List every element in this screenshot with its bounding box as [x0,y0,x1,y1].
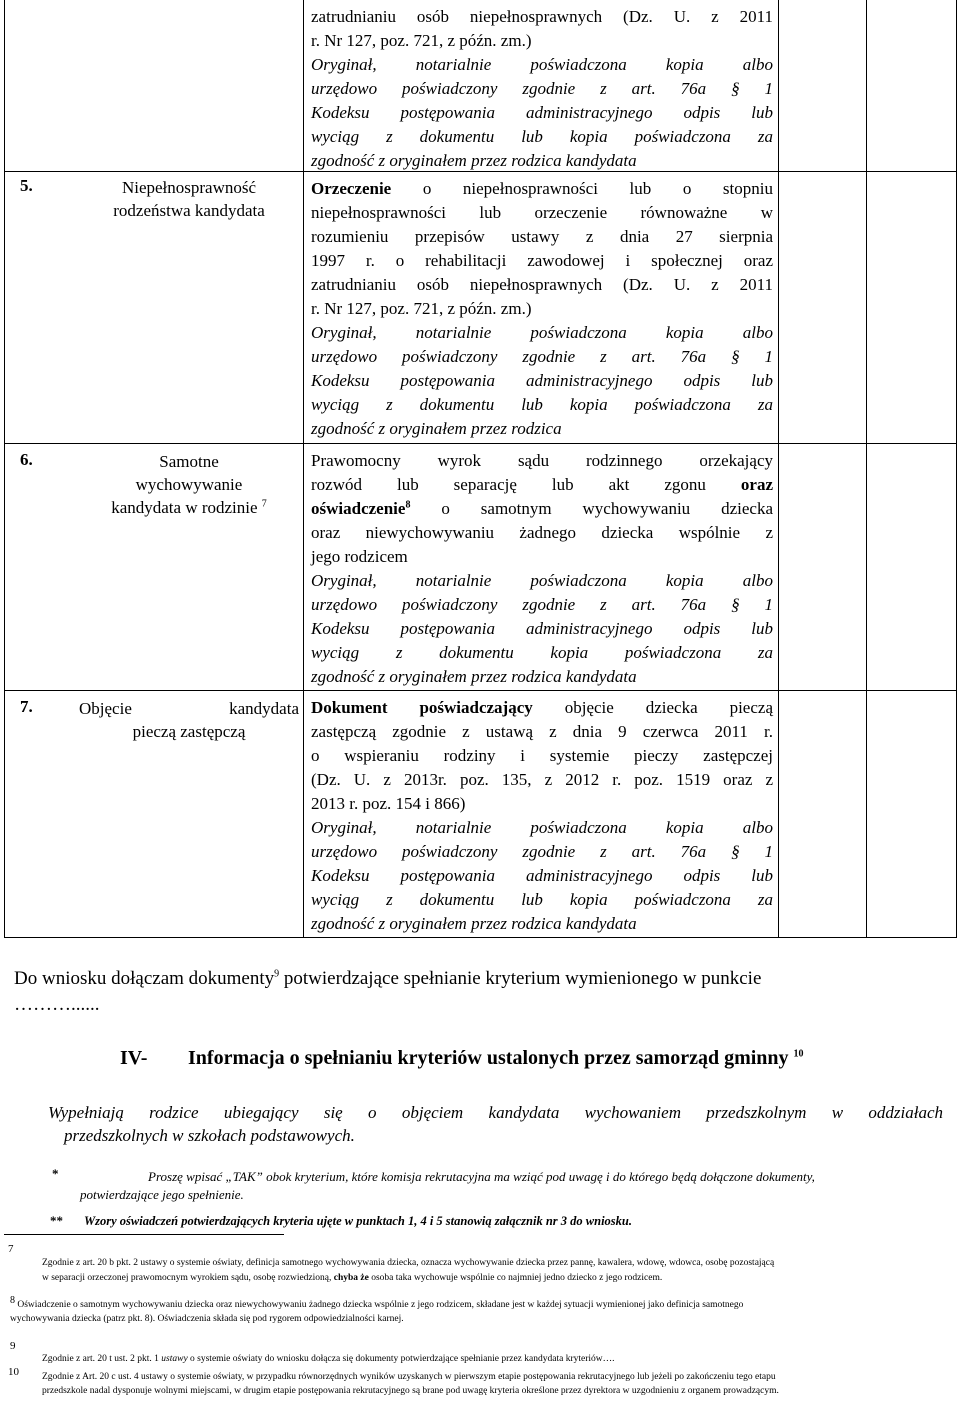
footnote-line: Zgodnie z Art. 20 c ust. 4 ustawy o systemie oświaty, w przypadku równorzędnych wyników uzyskanych w pierwszym etapie postępowania rekrutacyjnego lub jeżeli po zakończeniu tego etapu [42,1372,776,1382]
copy-note-line: urzędowo poświadczony zgodnie z art. 76a § 1 [311,79,773,98]
table-border-right [956,0,957,938]
note-star-mark: * [52,1166,59,1181]
table-border-bottom [4,937,957,938]
row4-doc-tail [311,5,773,173]
section-title-text: Informacja o spełnianiu kryteriów ustalonych przez samorząd gminny [188,1047,789,1069]
doc-line: zatrudnianiu osób niepełnosprawnych (Dz. U. z 2011 [311,7,773,26]
row-number: 6. [20,450,33,469]
note-line: potwierdzające jego spełnienie. [80,1187,244,1202]
copy-note-line: Kodeksu postępowania administracyjnego odpis lub [311,619,773,638]
doc-line: 2013 r. poz. 154 i 866) [311,794,466,813]
footnote-text: osoba taka wychowuje wspólnie co najmniej jedno dziecko z jego rodzicem. [371,1273,663,1283]
instruction-line: Wypełniają rodzice ubiegający się o objęciem kandydata wychowaniem przedszkolnym w oddziałach [48,1103,943,1122]
copy-note-line: wyciąg z dokumentu lub kopia poświadczona za [311,127,773,146]
footnote-italic: ustawy [161,1354,188,1364]
footnote-ref: 8 [405,499,411,511]
row-divider [4,690,957,691]
instruction [48,1101,943,1147]
attachment-dots: ………...... [14,994,100,1015]
doc-line: rozumieniu przepisów ustawy z dnia 27 sierpnia [311,227,773,246]
copy-note-line: Oryginał, notarialnie poświadczona kopia albo [311,571,773,590]
copy-note [311,816,773,936]
copy-note-line: Oryginał, notarialnie poświadczona kopia albo [311,818,773,837]
doc-bold: oświadczenie [311,499,406,518]
copy-note-line: urzędowo poświadczony zgodnie z art. 76a § 1 [311,595,773,614]
footnote-7 [42,1256,942,1286]
criterion-cell [79,450,299,519]
copy-note-line: Kodeksu postępowania administracyjnego odpis lub [311,866,773,885]
doc-line: niepełnosprawności lub orzeczenie równoważne w [311,203,773,222]
copy-note-line: zgodność z oryginałem przez rodzica kandydata [311,151,637,170]
table-divider-check [866,0,867,938]
doc-line: zatrudnianiu osób niepełnosprawnych (Dz. U. z 2011 [311,275,773,294]
footnote-text: w separacji orzeczonej prawomocnym wyrokiem sądu, osobę rozwiedzioną, [42,1273,332,1283]
footnote-ref: 9 [274,968,280,980]
footnote-8 [10,1294,945,1326]
attachment-text: potwierdzające spełnianie kryterium wymienionego w punkcie [283,968,762,989]
copy-note-line: Kodeksu postępowania administracyjnego odpis lub [311,371,773,390]
note-star2-mark: ** [50,1213,63,1228]
criterion-line: Niepełnosprawność [121,178,257,197]
table-divider-doc [778,0,779,938]
footnote-number: 9 [10,1340,16,1352]
criterion-line [79,496,299,519]
criterion-cell [79,176,299,222]
criterion-text: kandydata w rodzinie [111,498,258,517]
copy-note-line: Oryginał, notarialnie poświadczona kopia albo [311,323,773,342]
doc-bold: oraz [740,475,773,494]
footnote-number: 10 [8,1366,19,1378]
copy-note-line: Oryginał, notarialnie poświadczona kopia albo [311,55,773,74]
doc-line: 1997 r. o rehabilitacji zawodowej i społecznej oraz [311,251,773,270]
doc-line: r. Nr 127, poz. 721, z późn. zm.) [311,299,532,318]
attachment-text: Do wniosku dołączam dokumenty [14,968,275,989]
doc-line: jego rodzicem [311,547,408,566]
doc-line: (Dz. U. z 2013r. poz. 135, z 2012 r. poz. 1519 oraz z [311,770,773,789]
doc-cell [311,449,773,689]
copy-note [311,321,773,441]
note-star1 [80,1168,950,1204]
row-number: 5. [20,176,33,195]
table-divider-criterion [303,0,304,938]
doc-text: o niepełnosprawności lub o stopniu [422,179,773,198]
criterion-line: Samotne [159,452,219,471]
copy-note [311,53,773,173]
doc-line [311,696,773,720]
copy-note-line: urzędowo poświadczony zgodnie z art. 76a § 1 [311,842,773,861]
criterion-line: pieczą zastępczą [132,722,246,741]
footnote-ref: 7 [261,498,267,510]
footnote-number: 8 [10,1294,15,1306]
criterion-cell [79,697,299,743]
doc-cell [311,177,773,441]
footnote-number: 7 [8,1243,14,1255]
section-number: IV- [120,1047,148,1069]
footnote-10 [42,1370,947,1398]
footnote-text: o systemie oświaty do wniosku dołącza się dokumenty potwierdzające spełnianie przez kandydata kryteriów…. [190,1354,615,1364]
copy-note-line: wyciąg z dokumentu lub kopia poświadczona za [311,890,773,909]
doc-line: o wspieraniu rodziny i systemie pieczy zastępczej [311,746,773,765]
doc-line: r. Nr 127, poz. 721, z późn. zm.) [311,31,532,50]
copy-note-line: zgodność z oryginałem przez rodzica [311,419,562,438]
copy-note-line: Kodeksu postępowania administracyjnego odpis lub [311,103,773,122]
copy-note-line: zgodność z oryginałem przez rodzica kandydata [311,914,637,933]
footnote-ref: 10 [793,1048,804,1060]
doc-text: objęcie dziecka pieczą [564,698,773,717]
footnote-text: Oświadczenie o samotnym wychowywaniu dziecka oraz niewychowywaniu żadnego dziecka wspólnie z jego rodzicem, składane jest w każdej sytuacji wymienionej jako definicja samotnego [17,1300,744,1310]
doc-line [311,177,773,201]
doc-line: Prawomocny wyrok sądu rodzinnego orzekający [311,451,773,470]
footnote-separator [4,1234,284,1235]
footnote-line: Zgodnie z art. 20 b pkt. 2 ustawy o systemie oświaty, definicja samotnego wychowywania dziecka, oznacza wychowywanie dziecka przez pannę, kawalera, wdowę, wdowca, osobę pozostającą [42,1258,775,1268]
doc-text: rozwód lub separację lub akt zgonu [311,475,706,494]
doc-cell [311,696,773,936]
criterion-line: Objęcie kandydata [79,699,299,718]
copy-note-line: zgodność z oryginałem przez rodzica kandydata [311,667,637,686]
doc-line [311,497,773,521]
row-number: 7. [20,697,33,716]
row-divider [4,443,957,444]
footnote-line: przedszkole nadal dysponuje wolnymi miejscami, w drugim etapie postępowania rekrutacyjnego są brane pod uwagę kryteria określone przez dyrektora w uzgodnieniu z organem prowadzącym. [42,1386,779,1396]
section-title [188,1047,804,1070]
copy-note-line: urzędowo poświadczony zgodnie z art. 76a § 1 [311,347,773,366]
doc-line: zastępczą zgodnie z ustawą z dnia 9 czerwca 2011 r. [311,722,773,741]
note-line: Proszę wpisać „TAK” obok kryterium, które komisja rekrutacyjna ma wziąć pod uwagę i do którego będą dołączone dokumenty, [148,1169,815,1184]
copy-note-line: wyciąg z dokumentu lub kopia poświadczona za [311,395,773,414]
doc-line: oraz niewychowywaniu żadnego dziecka wspólnie z [311,523,773,542]
doc-text: o samotnym wychowywaniu dziecka [441,499,773,518]
copy-note [311,569,773,689]
footnote-line: wychowywania dziecka (patrz pkt. 8). Oświadczenia składa się pod rygorem odpowiedzialności karnej. [10,1314,404,1324]
attachment-sentence [14,966,944,1018]
footnote-9 [42,1352,942,1366]
doc-bold: Dokument poświadczający [311,698,533,717]
instruction-line: przedszkolnych w szkołach podstawowych. [64,1126,355,1145]
doc-bold: Orzeczenie [311,179,392,198]
copy-note-line: wyciąg z dokumentu kopia poświadczona za [311,643,773,662]
criterion-line: wychowywanie [135,475,243,494]
note-star2: Wzory oświadczeń potwierdzających kryteria ujęte w punktach 1, 4 i 5 stanowią załącznik nr 3 do wniosku. [84,1214,632,1228]
footnote-bold: chyba że [333,1273,369,1283]
table-border-left [4,0,5,938]
footnote-line [42,1271,942,1286]
criterion-line: rodzeństwa kandydata [113,201,265,220]
doc-line [311,473,773,497]
footnote-text: Zgodnie z art. 20 t ust. 2 pkt. 1 [42,1354,159,1364]
